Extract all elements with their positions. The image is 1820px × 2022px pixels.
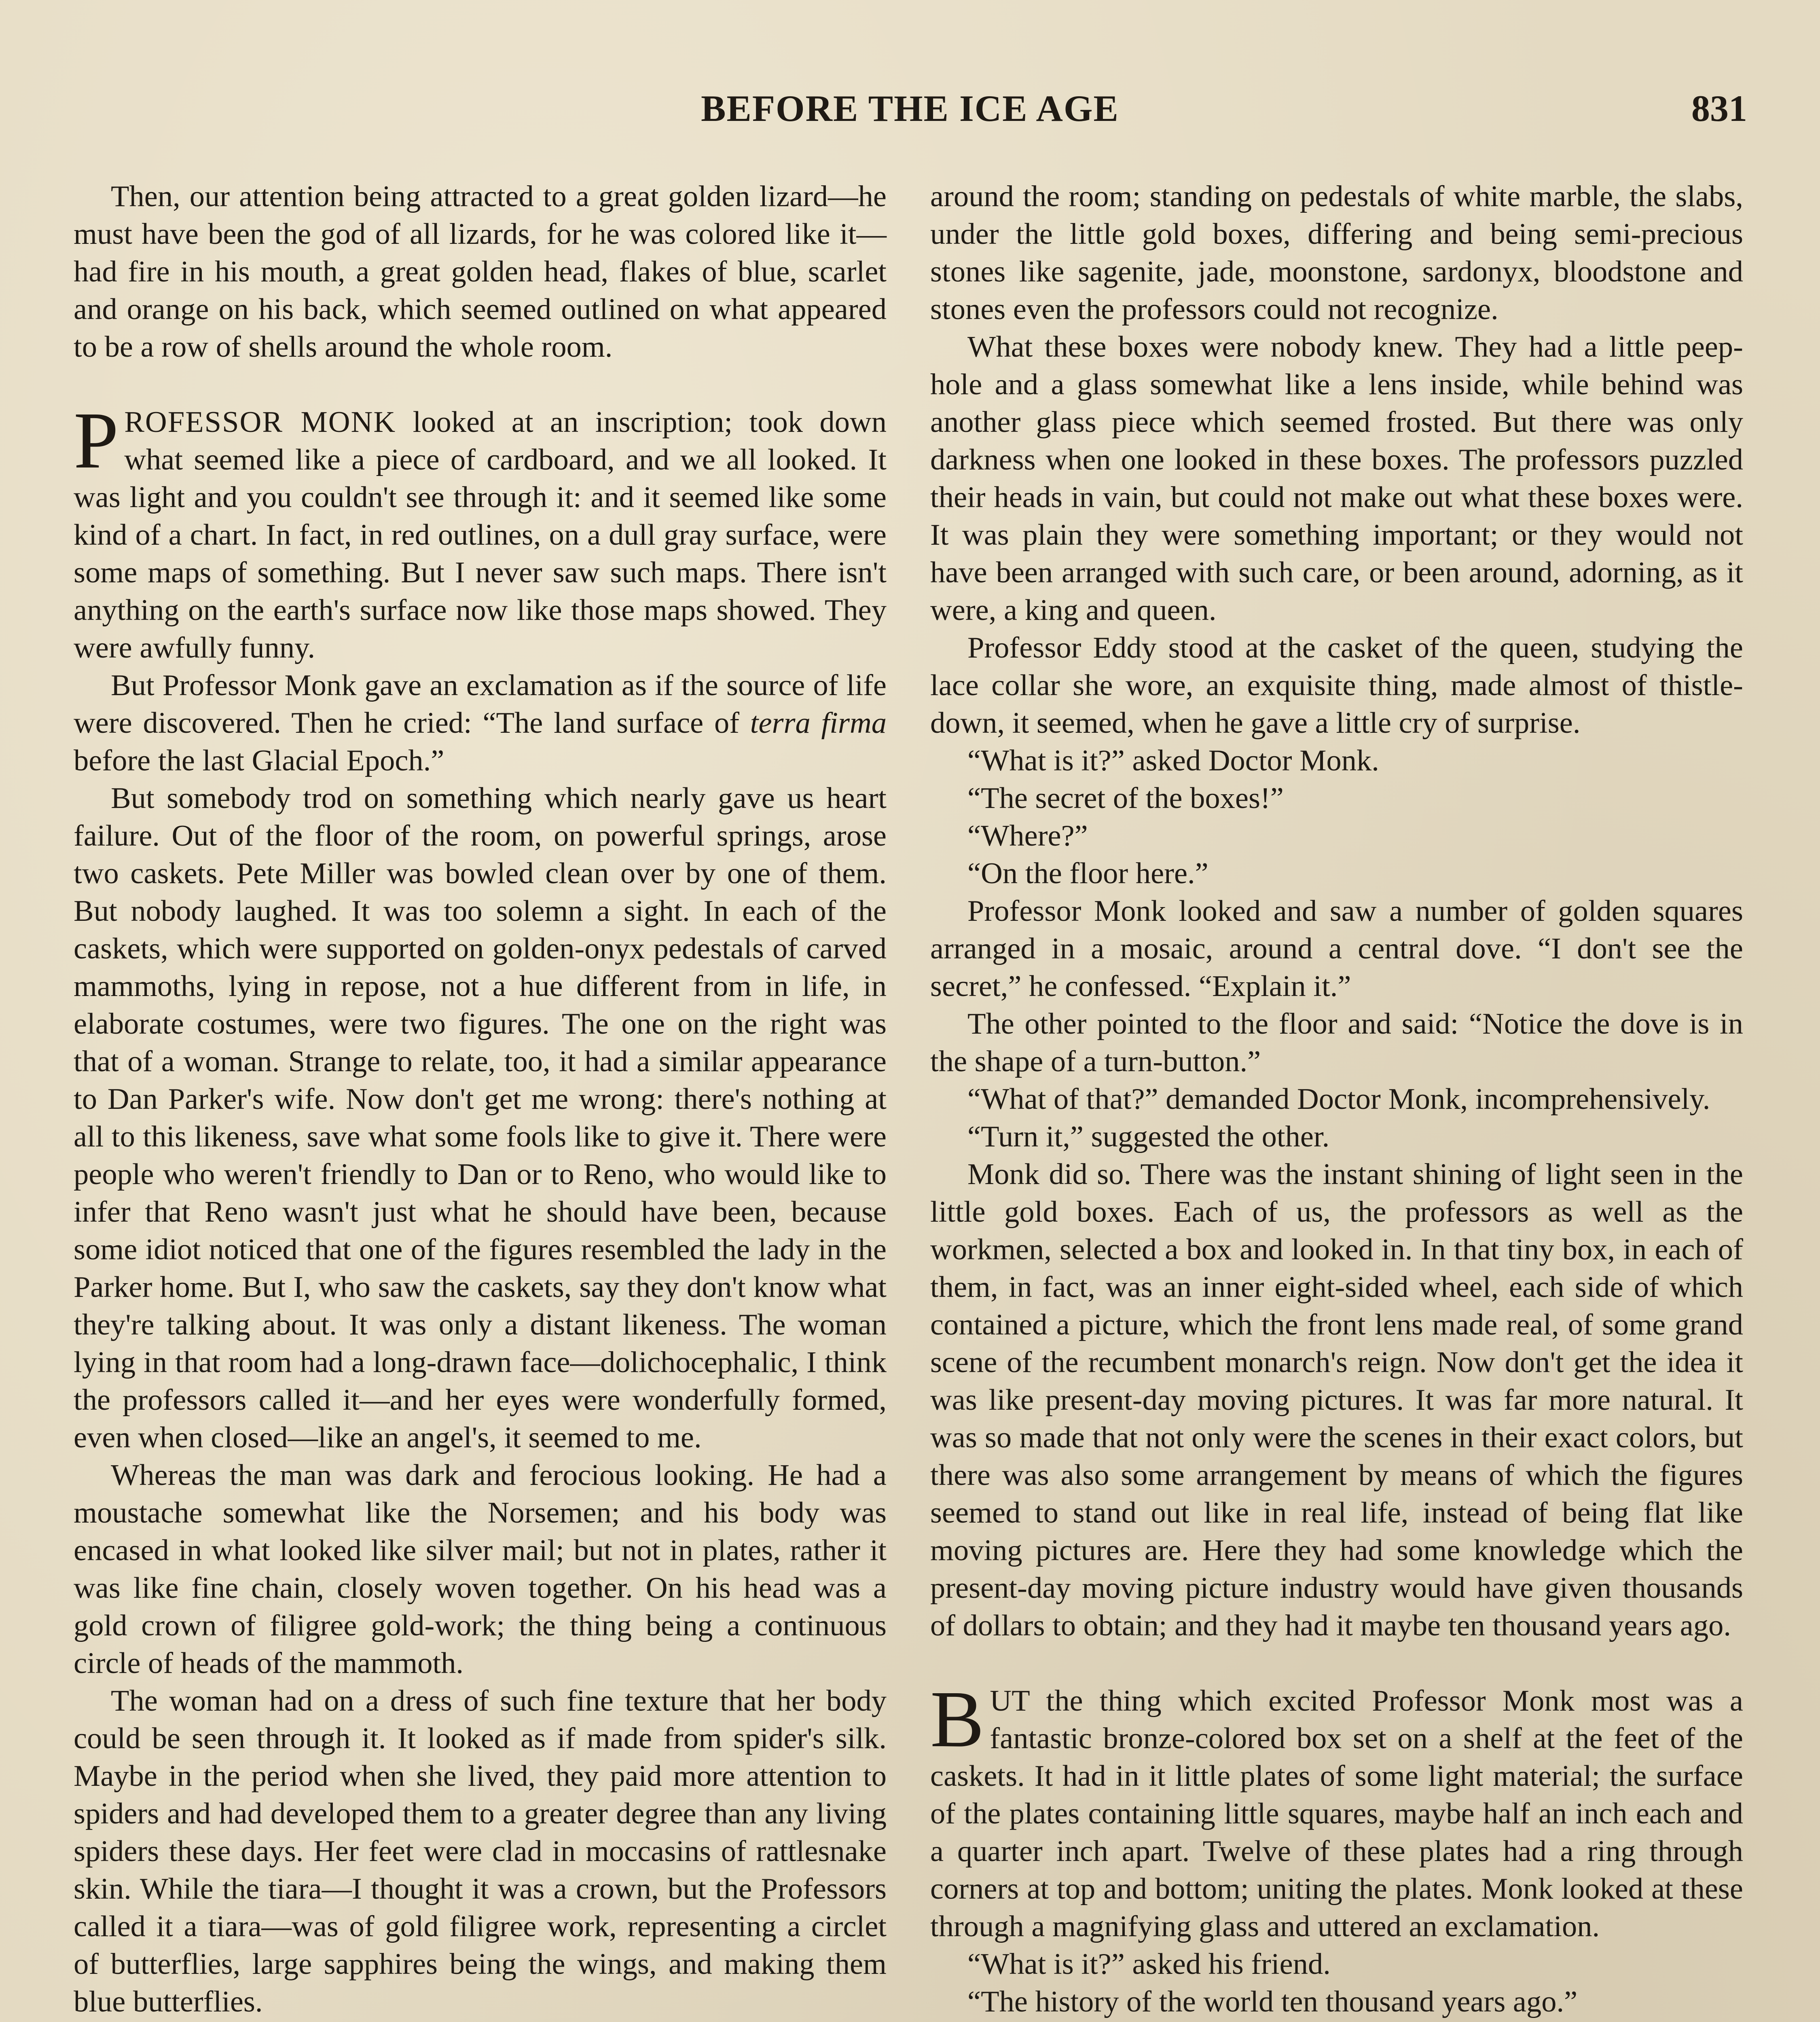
paragraph-professor-monk: [74, 396, 887, 667]
dialogue-line: “Turn it,” suggested the other.: [967, 1120, 1330, 1153]
right-column: [930, 178, 1743, 2022]
paragraph: What these boxes were nobody knew. They had a little peep-hole and a glass somewhat like a lens inside, while behind was another glass piece which seemed frosted. But there was only darkness when one looked in these boxes. The professors puzzled their heads in vain, but could not make out what these boxes were. It was plain they were something important; or they would not have been arranged with such care, or been around, adorning, as it were, a king and queen.: [930, 330, 1743, 627]
dialogue-line: “What is it?” asked Doctor Monk.: [967, 744, 1379, 777]
dialogue-line: “Where?”: [967, 819, 1088, 852]
paragraph: But somebody trod on something which nearly gave us heart failure. Out of the floor of the room, on powerful springs, arose two caskets. Pete Miller was bowled clean over by one of them. But nobody laughed. It was too solemn a sight. In each of the caskets, which were supported on golden-onyx pedestals of carved mammoths, lying in repose, not a hue different from in life, in elaborate costumes, were two figures. The one on the right was that of a woman. Strange to relate, too, it had a similar appearance to Dan Parker's wife. Now don't get me wrong: there's nothing at all to this likeness, save what some fools like to give it. There were people who weren't friendly to Dan or to Reno, who would like to infer that Reno wasn't just what he should have been, because some idiot noticed that one of the figures resembled the lady in the Parker home. But I, who saw the caskets, say they don't know what they're talking about. It was only a distant likeness. The woman lying in that room had a long-drawn face—dolichocephalic, I think the professors called it—and her eyes were wonderfully formed, even when closed—like an angel's, it seemed to me.: [74, 782, 887, 1454]
running-title: BEFORE THE ICE AGE: [701, 88, 1119, 129]
paragraph-text: before the last Glacial Epoch.”: [74, 744, 444, 777]
paragraph: Professor Monk looked and saw a number of golden squares arranged in a mosaic, around a central dove. “I don't see the secret,” he confessed. “Explain it.”: [930, 895, 1743, 1003]
paragraph: The other pointed to the floor and said: “Notice the dove is in the shape of a turn-button.”: [930, 1007, 1743, 1078]
paragraph: Monk did so. There was the instant shining of light seen in the little gold boxes. Each of us, the professors as well as the workmen, selected a box and looked in. In that tiny box, in each of them, in fact, was an inner eight-sided wheel, each side of which contained a picture, which the front lens made real, of some grand scene of the recumbent monarch's reign. Now don't get the idea it was like present-day moving pictures. It was far more natural. It was so made that not only were the scenes in their exact colors, but there was also some arrangement by means of which the figures seemed to stand out like in real life, instead of being flat like moving pictures are. Here they had some knowledge which the present-day moving picture industry would have given thousands of dollars to obtain; and they had it maybe ten thousand years ago.: [930, 1158, 1743, 1642]
page-header: [73, 87, 1747, 152]
paragraph-text: looked at an inscription; took down what seemed like a piece of cardboard, and we all looked. It was light and you couldn't see through it: and it seemed like some kind of a chart. In fact, in red outlines, on a dull gray surface, were some maps of something. But I never saw such maps. There isn't anything on the earth's surface now like those maps showed. They were awfully funny.: [74, 406, 887, 664]
paragraph: Professor Eddy stood at the casket of the queen, studying the lace collar she wore, an exquisite thing, made almost of thistle-down, it seemed, when he gave a little cry of surprise.: [930, 631, 1743, 740]
paragraph: Then, our attention being attracted to a great golden lizard—he must have been the god of all lizards, for he was colored like it—had fire in his mouth, a great golden head, flakes of blue, scarlet and orange on his back, which seemed outlined on what appeared to be a row of shells around the whole room.: [74, 180, 887, 364]
paragraph-text: UT the thing which excited Professor Monk most was a fantastic bronze-colored box set on a shelf at the feet of the caskets. It had in it little plates of some light material; the surface of the plates containing little squares, maybe half an inch each and a quarter inch apart. Twelve of these plates had a ring through corners at top and bottom; uniting the plates. Monk looked at these through a magnifying glass and uttered an exclamation.: [930, 1684, 1743, 1943]
dialogue-line: “On the floor here.”: [967, 857, 1208, 890]
paragraph: The woman had on a dress of such fine texture that her body could be seen through it. It looked as if made from spider's silk. Maybe in the period when she lived, they paid more attention to spiders and had developed them to a greater degree than any living spiders these days. Her feet were clad in moccasins of rattlesnake skin. While the tiara—I thought it was a crown, but the Professors called it a tiara—was of gold filigree work, representing a circlet of butterflies, large sapphires being the wings, and making them blue butterflies.: [74, 1684, 887, 2018]
paragraph-text: But Professor Monk gave an exclamation as if the source of life were discovered. Then he cried: “The land surface of: [74, 669, 887, 740]
dialogue-line: “What is it?” asked his friend.: [967, 1948, 1331, 1981]
left-column: [74, 178, 887, 2022]
italic-phrase: terra firma: [750, 706, 887, 740]
paragraph-but-the-thing: [930, 1675, 1743, 1946]
dialogue-line: “The secret of the boxes!”: [967, 782, 1284, 815]
page-number: 831: [1691, 88, 1747, 129]
drop-cap: B: [930, 1675, 984, 1764]
smallcaps-lead: ROFESSOR MONK: [124, 406, 396, 439]
dialogue-line: “The history of the world ten thousand years ago.”: [967, 1985, 1578, 2018]
paragraph: Whereas the man was dark and ferocious looking. He had a moustache somewhat like the Norsemen; and his body was encased in what looked like silver mail; but not in plates, rather it was like fine chain, closely woven together. On his head was a gold crown of filigree gold-work; the thing being a continuous circle of heads of the mammoth.: [74, 1459, 887, 1680]
paragraph-terra-firma: [74, 667, 887, 780]
drop-cap: P: [74, 396, 119, 485]
paragraph: around the room; standing on pedestals of white marble, the slabs, under the little gold boxes, differing and being semi-precious stones like sagenite, jade, moonstone, sardonyx, bloodstone and stones even the professors could not recognize.: [930, 180, 1743, 326]
dialogue-line: “What of that?” demanded Doctor Monk, incomprehensively.: [967, 1083, 1710, 1116]
